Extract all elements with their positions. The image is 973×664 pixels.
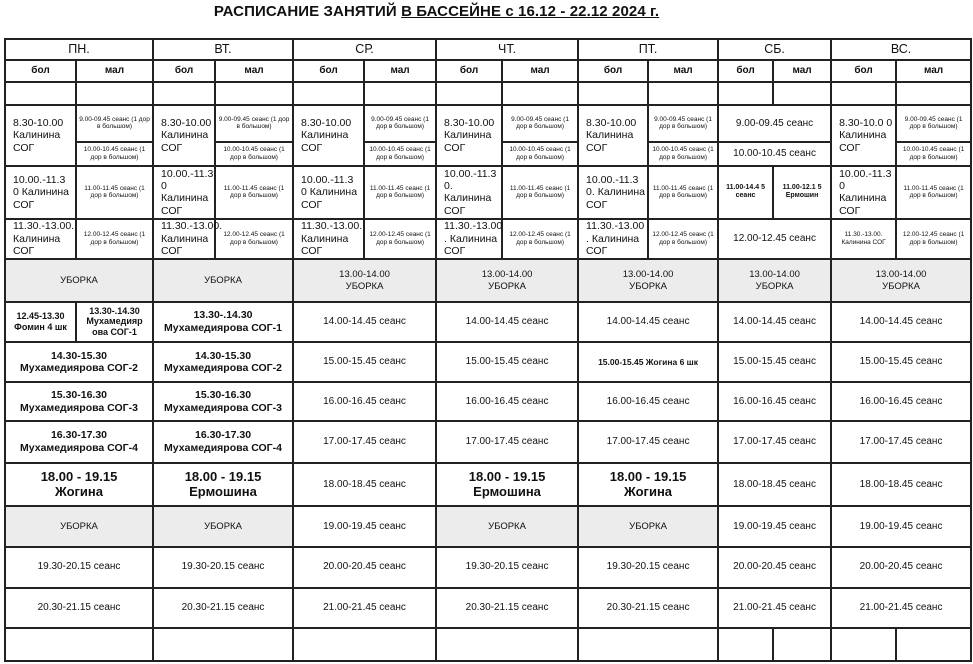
empty-cell (718, 628, 773, 661)
cleaning-cell: 13.00-14.00 УБОРКА (831, 259, 971, 302)
schedule-cell: 19.30-20.15 сеанс (436, 547, 578, 588)
pool-small-header: мал (76, 60, 153, 81)
schedule-cell: 18.00-18.45 сеанс (831, 463, 971, 507)
schedule-cell: 18.00 - 19.15 Ермошина (153, 463, 293, 507)
schedule-cell: 9.00-09.45 сеанс (1 дор в большом) (364, 105, 436, 142)
day-header: ВС. (831, 39, 971, 60)
pool-small-header: мал (502, 60, 578, 81)
schedule-cell: 9.00-09.45 сеанс (718, 105, 831, 142)
cleaning-cell: УБОРКА (5, 506, 153, 547)
schedule-cell: 20.30-21.15 сеанс (5, 588, 153, 629)
pool-big-header: бол (831, 60, 896, 81)
empty-cell (293, 82, 364, 105)
day-header: СБ. (718, 39, 831, 60)
schedule-cell: 14.00-14.45 сеанс (718, 302, 831, 342)
day-header: ПН. (5, 39, 153, 60)
schedule-cell: 17.00-17.45 сеанс (578, 421, 718, 463)
pool-big-header: бол (293, 60, 364, 81)
schedule-cell: 14.30-15.30 Мухамедиярова СОГ-2 (153, 342, 293, 383)
schedule-cell: 12.00-12.45 сеанс (1 дор в большом) (76, 219, 153, 260)
schedule-cell: 12.00-12.45 сеанс (718, 219, 831, 260)
schedule-cell: 8.30-10.00 Калинина СОГ (578, 105, 648, 166)
schedule-cell: 13.30-.14.30 Мухамедиярова СОГ-1 (153, 302, 293, 342)
schedule-cell: 19.30-20.15 сеанс (578, 547, 718, 588)
cleaning-cell: УБОРКА (153, 259, 293, 302)
schedule-cell: 16.00-16.45 сеанс (436, 382, 578, 421)
schedule-cell: 19.00-19.45 сеанс (831, 506, 971, 547)
day-header: ВТ. (153, 39, 293, 60)
schedule-cell: 9.00-09.45 сеанс (1 дор в большом) (76, 105, 153, 142)
schedule-cell: 17.00-17.45 сеанс (831, 421, 971, 463)
schedule-cell: 21.00-21.45 сеанс (831, 588, 971, 629)
cleaning-cell: 13.00-14.00 УБОРКА (578, 259, 718, 302)
empty-cell (831, 628, 896, 661)
schedule-cell: 10.00.-11.3 0 Калинина СОГ (293, 166, 364, 218)
schedule-cell: 10.00-10.45 сеанс (1 дор в большом) (648, 142, 718, 166)
schedule-cell: 20.00-20.45 сеанс (293, 547, 436, 588)
pool-big-header: бол (436, 60, 502, 81)
empty-cell (831, 82, 896, 105)
schedule-cell: 11.00-11.45 сеанс (1 дор в большом) (76, 166, 153, 218)
schedule-cell: 20.30-21.15 сеанс (578, 588, 718, 629)
schedule-cell: 9.00-09.45 сеанс (1 дор в большом) (215, 105, 293, 142)
schedule-cell: 10.00.-11.3 0. Калинина СОГ (578, 166, 648, 218)
empty-cell (76, 82, 153, 105)
schedule-cell: 19.30-20.15 сеанс (153, 547, 293, 588)
schedule-cell: 21.00-21.45 сеанс (718, 588, 831, 629)
cleaning-cell: УБОРКА (578, 506, 718, 547)
empty-cell (436, 82, 502, 105)
schedule-cell: 12.00-12.45 сеанс (1 дор в большом) (502, 219, 578, 260)
schedule-cell: 10.00.-11.3 0 Калинина СОГ (153, 166, 215, 218)
empty-cell (5, 82, 76, 105)
schedule-cell: 19.00-19.45 сеанс (718, 506, 831, 547)
schedule-cell: 17.00-17.45 сеанс (718, 421, 831, 463)
empty-cell (153, 82, 215, 105)
cleaning-cell: 13.00-14.00 УБОРКА (293, 259, 436, 302)
empty-cell (502, 82, 578, 105)
schedule-cell: 12.00-12.45 сеанс (1 дор в большом) (215, 219, 293, 260)
empty-cell (215, 82, 293, 105)
pool-small-header: мал (648, 60, 718, 81)
schedule-cell: 18.00 - 19.15 Жогина (578, 463, 718, 507)
schedule-cell: 11.00-12.1 5 Ермошин (773, 166, 831, 218)
schedule-cell: 9.00-09.45 сеанс (1 дор в большом) (896, 105, 971, 142)
schedule-cell: 12.00-12.45 сеанс (1 дор в большом) (648, 219, 718, 260)
schedule-cell: 11.30.-13.00. Калинина СОГ (5, 219, 76, 260)
schedule-cell: 11.00-11.45 сеанс (1 дор в большом) (364, 166, 436, 218)
schedule-cell: 15.00-15.45 сеанс (436, 342, 578, 383)
schedule-cell: 16.30-17.30 Мухамедиярова СОГ-4 (153, 421, 293, 463)
schedule-cell: 15.00-15.45 Жогина 6 шк (578, 342, 718, 383)
pool-small-header: мал (364, 60, 436, 81)
schedule-cell: 15.00-15.45 сеанс (831, 342, 971, 383)
schedule-cell: 10.00.-11.3 0. Калинина СОГ (436, 166, 502, 218)
schedule-cell: 8.30-10.00 Калинина СОГ (153, 105, 215, 166)
schedule-cell: 11.00-11.45 сеанс (1 дор в большом) (648, 166, 718, 218)
empty-cell (773, 82, 831, 105)
schedule-cell: 16.30-17.30 Мухамедиярова СОГ-4 (5, 421, 153, 463)
schedule-cell: 11.30.-13.00. Калинина СОГ (153, 219, 215, 260)
schedule-cell: 14.00-14.45 сеанс (578, 302, 718, 342)
schedule-cell: 15.30-16.30 Мухамедиярова СОГ-3 (5, 382, 153, 421)
schedule-cell: 14.00-14.45 сеанс (831, 302, 971, 342)
schedule-cell: 11.30.-13.00. Калинина СОГ (293, 219, 364, 260)
schedule-cell: 20.30-21.15 сеанс (436, 588, 578, 629)
empty-cell (578, 628, 718, 661)
day-header: СР. (293, 39, 436, 60)
schedule-cell: 12.00-12.45 сеанс (1 дор в большом) (364, 219, 436, 260)
pool-big-header: бол (5, 60, 76, 81)
schedule-cell: 11.30.-13.00 . Калинина СОГ (436, 219, 502, 260)
schedule-cell: 17.00-17.45 сеанс (436, 421, 578, 463)
schedule-cell: 11.00-14.4 5 сеанс (718, 166, 773, 218)
schedule-cell: 15.00-15.45 сеанс (293, 342, 436, 383)
empty-cell (896, 82, 971, 105)
schedule-cell: 17.00-17.45 сеанс (293, 421, 436, 463)
schedule-cell: 11.00-11.45 сеанс (1 дор в большом) (502, 166, 578, 218)
pool-small-header: мал (773, 60, 831, 81)
cleaning-cell: УБОРКА (436, 506, 578, 547)
pool-header-row (5, 60, 971, 81)
pool-big-header: бол (718, 60, 773, 81)
schedule-cell: 11.30.-13.00 . Калинина СОГ (578, 219, 648, 260)
schedule-cell: 16.00-16.45 сеанс (578, 382, 718, 421)
cleaning-cell: 13.00-14.00 УБОРКА (436, 259, 578, 302)
day-header: ЧТ. (436, 39, 578, 60)
schedule-cell: 20.00-20.45 сеанс (831, 547, 971, 588)
schedule-cell: 10.00-10.45 сеанс (1 дор в большом) (502, 142, 578, 166)
schedule-cell: 11.00-11.45 сеанс (1 дор в большом) (896, 166, 971, 218)
schedule-cell: 10.00-10.45 сеанс (1 дор в большом) (896, 142, 971, 166)
schedule-cell: 20.30-21.15 сеанс (153, 588, 293, 629)
pool-big-header: бол (578, 60, 648, 81)
empty-cell (5, 628, 153, 661)
schedule-cell: 18.00 - 19.15 Жогина (5, 463, 153, 507)
empty-cell (578, 82, 648, 105)
schedule-cell: 10.00.-11.3 0 Калинина СОГ (5, 166, 76, 218)
schedule-cell: 12.00-12.45 сеанс (1 дор в большом) (896, 219, 971, 260)
cleaning-cell: УБОРКА (153, 506, 293, 547)
schedule-cell: 18.00-18.45 сеанс (718, 463, 831, 507)
schedule-cell: 14.30-15.30 Мухамедиярова СОГ-2 (5, 342, 153, 383)
pool-big-header: бол (153, 60, 215, 81)
schedule-cell: 10.00-10.45 сеанс (1 дор в большом) (76, 142, 153, 166)
cleaning-cell: УБОРКА (5, 259, 153, 302)
blank-row (5, 82, 971, 105)
blank-row (5, 628, 971, 661)
schedule-cell: 11.30.-13.00. Калинина СОГ (831, 219, 896, 260)
schedule-cell: 9.00-09.45 сеанс (1 дор в большом) (648, 105, 718, 142)
schedule-cell: 16.00-16.45 сеанс (293, 382, 436, 421)
empty-cell (364, 82, 436, 105)
schedule-cell: 8.30-10.00 Калинина СОГ (5, 105, 76, 166)
schedule-cell: 11.00-11.45 сеанс (1 дор в большом) (215, 166, 293, 218)
empty-cell (773, 628, 831, 661)
empty-cell (153, 628, 293, 661)
schedule-cell: 14.00-14.45 сеанс (436, 302, 578, 342)
schedule-cell: 18.00 - 19.15 Ермошина (436, 463, 578, 507)
schedule-cell: 14.00-14.45 сеанс (293, 302, 436, 342)
page-title: РАСПИСАНИЕ ЗАНЯТИЙ В БАССЕЙНЕ с 16.12 - 22.12 2024 г. (213, 3, 660, 20)
empty-cell (436, 628, 578, 661)
pool-small-header: мал (896, 60, 971, 81)
schedule-cell: 10.00-10.45 сеанс (1 дор в большом) (215, 142, 293, 166)
pool-small-header: мал (215, 60, 293, 81)
schedule-cell: 15.00-15.45 сеанс (718, 342, 831, 383)
schedule-cell: 8.30-10.0 0 Калинина СОГ (831, 105, 896, 166)
schedule-cell: 15.30-16.30 Мухамедиярова СОГ-3 (153, 382, 293, 421)
empty-cell (718, 82, 773, 105)
schedule-cell: 9.00-09.45 сеанс (1 дор в большом) (502, 105, 578, 142)
schedule-cell: 8.30-10.00 Калинина СОГ (436, 105, 502, 166)
empty-cell (293, 628, 436, 661)
schedule-cell: 13.30-.14.30 Мухамедияр ова СОГ-1 (76, 302, 153, 342)
schedule-cell: 21.00-21.45 сеанс (293, 588, 436, 629)
schedule-cell: 8.30-10.00 Калинина СОГ (293, 105, 364, 166)
schedule-cell: 20.00-20.45 сеанс (718, 547, 831, 588)
schedule-cell: 12.45-13.30 Фомин 4 шк (5, 302, 76, 342)
schedule-cell: 10.00-10.45 сеанс (718, 142, 831, 166)
schedule-cell: 16.00-16.45 сеанс (718, 382, 831, 421)
schedule-cell: 10.00-10.45 сеанс (1 дор в большом) (364, 142, 436, 166)
day-header: ПТ. (578, 39, 718, 60)
cleaning-cell: 13.00-14.00 УБОРКА (718, 259, 831, 302)
schedule-cell: 10.00.-11.3 0 Калинина СОГ (831, 166, 896, 218)
empty-cell (896, 628, 971, 661)
schedule-cell: 19.00-19.45 сеанс (293, 506, 436, 547)
empty-cell (648, 82, 718, 105)
schedule-table (4, 38, 970, 662)
schedule-cell: 18.00-18.45 сеанс (293, 463, 436, 507)
schedule-cell: 19.30-20.15 сеанс (5, 547, 153, 588)
schedule-cell: 16.00-16.45 сеанс (831, 382, 971, 421)
day-header-row (5, 39, 971, 60)
